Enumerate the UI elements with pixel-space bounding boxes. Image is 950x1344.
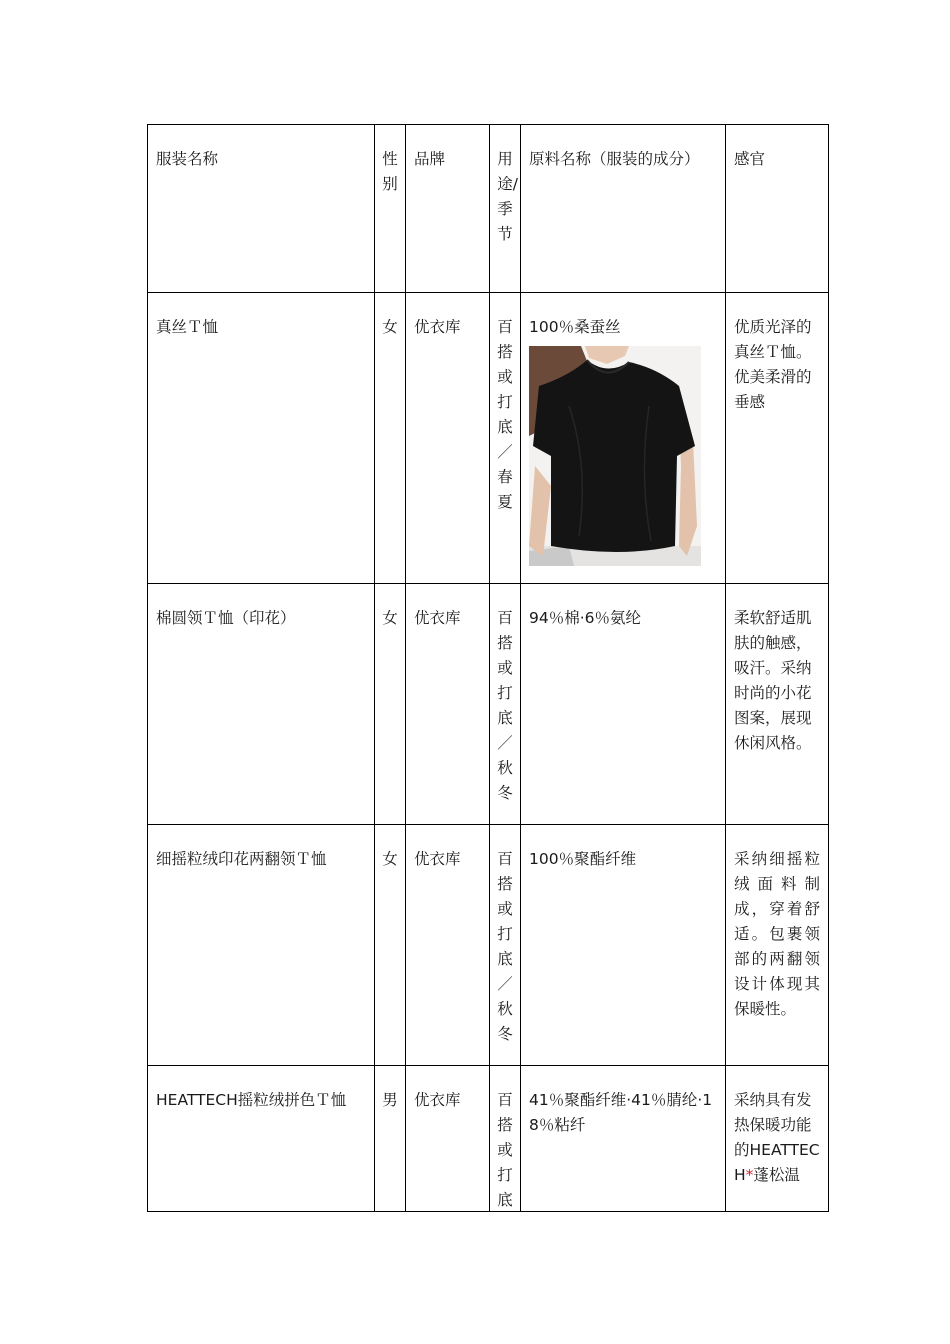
header-material: 原料名称（服装的成分） <box>529 150 700 168</box>
item-gender: 女 <box>382 850 398 868</box>
table-cell <box>726 1066 829 1212</box>
table-cell <box>406 825 490 1066</box>
header-cell <box>406 125 490 293</box>
table-cell <box>726 825 829 1066</box>
header-cell <box>375 125 406 293</box>
header-cell <box>490 125 521 293</box>
table-cell <box>406 584 490 825</box>
item-feel: 柔软舒适肌肤的触感，吸汗。采纳时尚的小花图案，展现休闲风格。 <box>734 609 812 752</box>
table-cell <box>148 825 375 1066</box>
item-gender: 男 <box>382 1091 398 1109</box>
header-name: 服装名称 <box>156 150 219 168</box>
table-cell <box>521 1066 726 1212</box>
table-cell <box>375 825 406 1066</box>
table-cell <box>490 293 521 584</box>
item-material: 94％棉·6％氨纶 <box>529 609 642 627</box>
item-brand: 优衣库 <box>414 318 461 336</box>
clothing-table <box>147 124 829 1212</box>
item-brand: 优衣库 <box>414 609 461 627</box>
footnote-mark: * <box>745 1166 754 1184</box>
table-cell <box>148 1066 375 1212</box>
header-gender: 性别 <box>382 150 398 193</box>
item-name: 真丝Ｔ恤 <box>156 318 219 336</box>
item-usage: 百搭或打底／春夏 <box>497 318 513 511</box>
tshirt-image-icon <box>529 346 701 566</box>
item-name: HEATTECH摇粒绒拼色Ｔ恤 <box>156 1091 347 1109</box>
table-cell <box>521 825 726 1066</box>
table-row <box>148 584 829 825</box>
table-cell <box>490 825 521 1066</box>
header-usage: 用途/季节 <box>497 150 518 243</box>
item-feel <box>726 1066 828 1190</box>
table-cell <box>490 584 521 825</box>
table-cell <box>521 293 726 584</box>
item-usage: 百搭或打底／秋冬 <box>497 609 513 802</box>
item-gender: 女 <box>382 609 398 627</box>
item-material: 100％桑蚕丝 <box>529 318 621 336</box>
table-cell <box>375 293 406 584</box>
item-material: 41％聚酯纤维·41％腈纶·18％粘纤 <box>529 1091 713 1134</box>
header-row <box>148 125 829 293</box>
table-cell <box>406 293 490 584</box>
table-cell <box>375 584 406 825</box>
item-usage: 百搭或打底／秋冬 <box>497 850 513 1043</box>
table-row <box>148 825 829 1066</box>
header-cell <box>521 125 726 293</box>
table-cell <box>490 1066 521 1212</box>
table-cell <box>726 293 829 584</box>
item-brand: 优衣库 <box>414 1091 461 1109</box>
item-feel-text: 采纳具有发热保暖功能的HEATTECH <box>734 1091 820 1184</box>
table-row <box>148 293 829 584</box>
table-cell <box>148 584 375 825</box>
item-name: 棉圆领Ｔ恤（印花） <box>156 609 296 627</box>
black-silk-tshirt-photo <box>529 346 701 566</box>
item-usage: 百搭或打底 <box>497 1091 513 1209</box>
header-brand: 品牌 <box>414 150 446 168</box>
table-cell <box>521 584 726 825</box>
header-cell <box>726 125 829 293</box>
header-feel: 感官 <box>734 150 766 168</box>
table-cell <box>375 1066 406 1212</box>
item-name: 细摇粒绒印花两翻领Ｔ恤 <box>156 850 327 868</box>
table-cell <box>726 584 829 825</box>
item-feel: 优质光泽的真丝Ｔ恤。优美柔滑的垂感 <box>734 318 812 411</box>
item-material: 100％聚酯纤维 <box>529 850 637 868</box>
item-feel-text-cont: 蓬松温 <box>753 1166 800 1184</box>
table-row <box>148 1066 829 1212</box>
item-gender: 女 <box>382 318 398 336</box>
item-brand: 优衣库 <box>414 850 461 868</box>
table-cell <box>148 293 375 584</box>
item-feel: 采纳细摇粒绒面料制成，穿着舒适。包裹领部的两翻领设计体现其保暖性。 <box>734 850 820 1018</box>
table-cell <box>406 1066 490 1212</box>
header-cell <box>148 125 375 293</box>
